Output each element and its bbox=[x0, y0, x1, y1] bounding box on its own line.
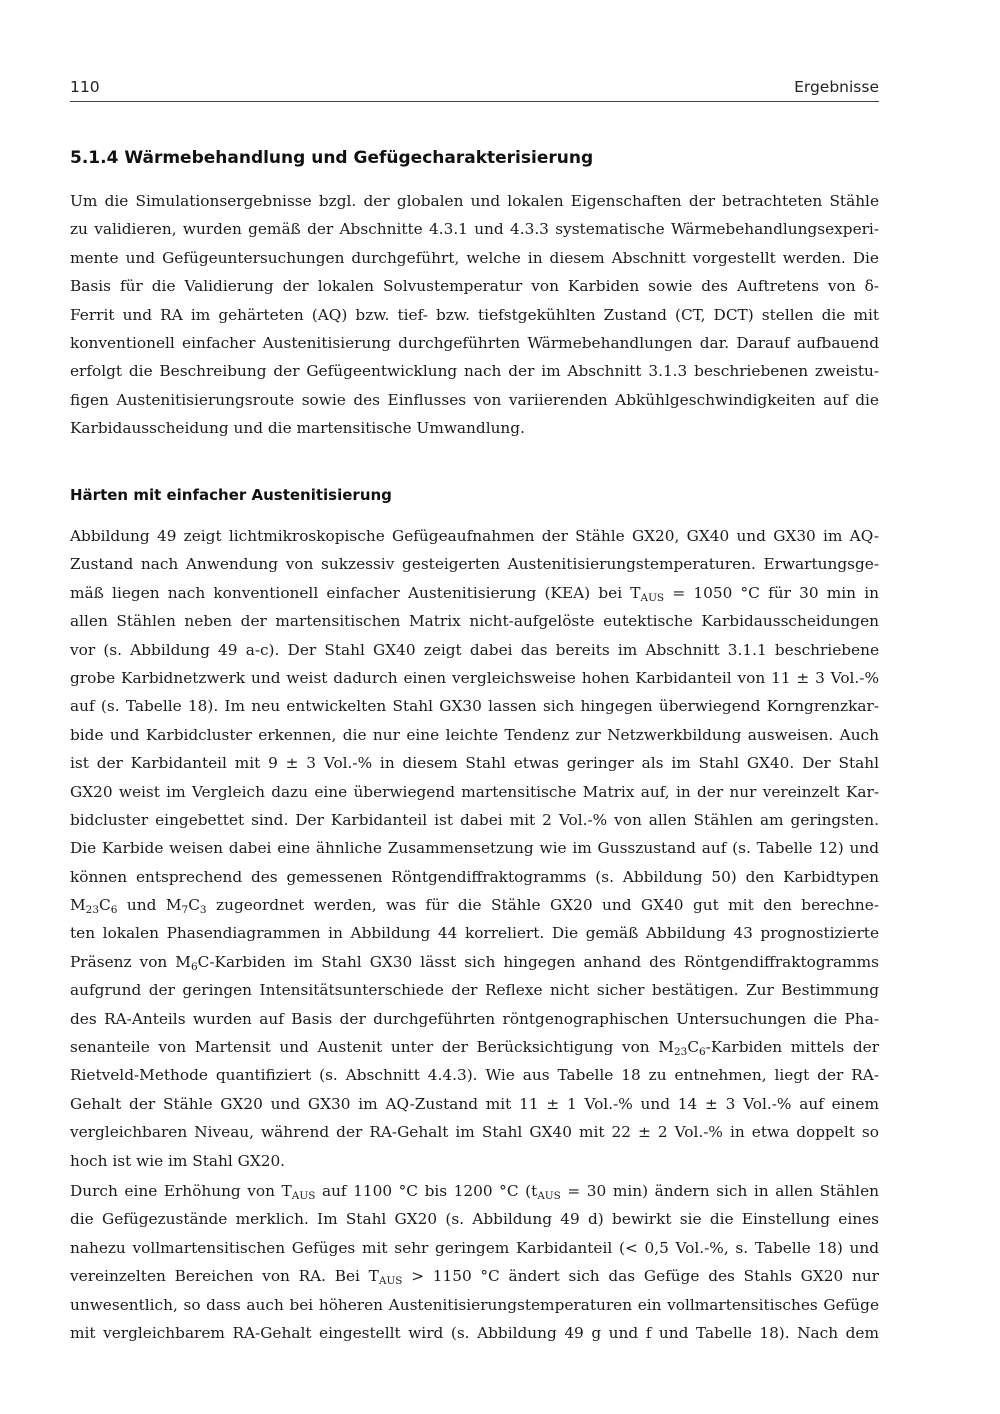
text-line: unwesentlich, so dass auch bei höheren Austenitisierungstemperaturen ein vollmartensitisches Gefüge bbox=[70, 1295, 879, 1314]
text-line: Rietveld-Methode quantifiziert (s. Abschnitt 4.4.3). Wie aus Tabelle 18 zu entnehmen, liegt der RA- bbox=[70, 1066, 879, 1085]
text-line: allen Stählen neben der martensitischen Matrix nicht-aufgelöste eutektische Karbidausscheidungen bbox=[70, 612, 879, 631]
text-line: zu validieren, wurden gemäß der Abschnitte 4.3.1 und 4.3.3 systematische Wärmebehandlungsexperi- bbox=[70, 220, 879, 239]
paragraph-intro bbox=[70, 187, 879, 443]
text-run: senanteile von Martensit und Austenit unter der Berücksichtigung von M bbox=[70, 1038, 674, 1057]
text-line: ten lokalen Phasendiagrammen in Abbildung 44 korreliert. Die gemäß Abbildung 43 prognostizierte bbox=[70, 924, 879, 943]
paragraph-hardening bbox=[70, 522, 879, 1175]
text-run: Präsenz von M bbox=[70, 952, 191, 971]
text-line bbox=[70, 891, 879, 919]
subscript: 3 bbox=[199, 904, 207, 917]
text-run: vereinzelten Bereichen von RA. Bei T bbox=[70, 1267, 379, 1286]
header-rule bbox=[70, 101, 879, 102]
text-run: = 30 min) ändern sich in allen Stählen bbox=[560, 1182, 879, 1200]
text-line: vergleichbaren Niveau, während der RA-Gehalt im Stahl GX40 mit 22 ± 2 Vol.-% in etwa doppelt so bbox=[70, 1123, 879, 1142]
subsection-heading: Härten mit einfacher Austenitisierung bbox=[70, 486, 392, 504]
subscript: 7 bbox=[181, 904, 189, 917]
text-line: konventionell einfacher Austenitisierung durchgeführten Wärmebehandlungen dar. Darauf aufbauend bbox=[70, 333, 879, 352]
text-run: > 1150 °C ändert sich das Gefüge des Stahls GX20 nur bbox=[402, 1267, 879, 1286]
text-run: C-Karbiden im Stahl GX30 lässt sich hingegen anhand des Röntgendiffraktogramms bbox=[197, 952, 879, 971]
text-line: bide und Karbidcluster erkennen, die nur eine leichte Tendenz zur Netzwerkbildung ausweisen. Auch bbox=[70, 725, 879, 744]
text-line: auf (s. Tabelle 18). Im neu entwickelten Stahl GX30 lassen sich hingegen überwiegend Korngrenzkar- bbox=[70, 697, 879, 716]
text-run: = 1050 °C für 30 min in bbox=[664, 583, 879, 602]
subscript: 6 bbox=[110, 904, 118, 917]
text-run: zugeordnet werden, was für die Stähle GX20 und GX40 gut mit den berechne- bbox=[206, 896, 879, 915]
subscript: AUS bbox=[291, 1190, 316, 1202]
text-line: aufgrund der geringen Intensitätsunterschiede der Reflexe nicht sicher bestätigen. Zur Bestimmung bbox=[70, 981, 879, 1000]
text-line: grobe Karbidnetzwerk und weist dadurch einen vergleichsweise hohen Karbidanteil von 11 ± 3 Vol.-% bbox=[70, 668, 879, 687]
text-line bbox=[70, 1033, 879, 1061]
text-line: die Gefügezustände merklich. Im Stahl GX20 (s. Abbildung 49 d) bewirkt sie die Einstellung eines bbox=[70, 1210, 879, 1229]
text-line: erfolgt die Beschreibung der Gefügeentwicklung nach der im Abschnitt 3.1.3 beschriebenen zweistu- bbox=[70, 362, 879, 381]
paragraph-temperature-increase bbox=[70, 1177, 879, 1347]
text-run: C bbox=[99, 896, 111, 915]
text-run: mäß liegen nach konventionell einfacher Austenitisierung (KEA) bei T bbox=[70, 583, 641, 602]
text-line: nahezu vollmartensitischen Gefüges mit sehr geringem Karbidanteil (< 0,5 Vol.-%, s. Tabelle 18) und bbox=[70, 1238, 879, 1257]
text-run: M bbox=[70, 896, 86, 915]
page-number: 110 bbox=[70, 78, 100, 96]
subscript: AUS bbox=[537, 1190, 561, 1202]
text-run: Durch eine Erhöhung von T bbox=[70, 1182, 292, 1200]
text-line: Zustand nach Anwendung von sukzessiv gesteigerten Austenitisierungstemperaturen. Erwartungsge- bbox=[70, 555, 879, 574]
text-line bbox=[70, 1262, 879, 1290]
subscript: AUS bbox=[640, 591, 665, 604]
text-line bbox=[70, 948, 879, 976]
page-header bbox=[70, 78, 879, 102]
text-run: -Karbiden mittels der bbox=[705, 1038, 880, 1057]
text-line: Karbidausscheidung und die martensitische Umwandlung. bbox=[70, 419, 525, 438]
running-title: Ergebnisse bbox=[794, 78, 879, 96]
text-line: GX20 weist im Vergleich dazu eine überwiegend martensitische Matrix auf, in der nur vereinzelt Kar- bbox=[70, 782, 879, 801]
section-heading: 5.1.4 Wärmebehandlung und Gefügecharakterisierung bbox=[70, 148, 594, 168]
text-line: Um die Simulationsergebnisse bzgl. der globalen und lokalen Eigenschaften der betrachteten Stähle bbox=[70, 192, 879, 210]
text-line: mit vergleichbarem RA-Gehalt eingestellt wird (s. Abbildung 49 g und f und Tabelle 18). Nach dem bbox=[70, 1323, 879, 1342]
text-line: vor (s. Abbildung 49 a-c). Der Stahl GX40 zeigt dabei das bereits im Abschnitt 3.1.1 beschriebene bbox=[70, 640, 879, 659]
text-run: C bbox=[687, 1038, 700, 1057]
subscript: 6 bbox=[699, 1046, 706, 1059]
text-run: C bbox=[188, 896, 200, 915]
text-line: Die Karbide weisen dabei eine ähnliche Zusammensetzung wie im Gusszustand auf (s. Tabelle 12) und bbox=[70, 839, 879, 858]
text-line: hoch ist wie im Stahl GX20. bbox=[70, 1151, 286, 1170]
subscript: AUS bbox=[378, 1275, 403, 1288]
text-line bbox=[70, 1177, 879, 1205]
text-line: Basis für die Validierung der lokalen Solvustemperatur von Karbiden sowie des Auftretens von δ- bbox=[70, 277, 879, 296]
text-run: auf 1100 °C bis 1200 °C (t bbox=[315, 1182, 538, 1200]
text-line: können entsprechend des gemessenen Röntgendiffraktogramms (s. Abbildung 50) den Karbidtypen bbox=[70, 867, 879, 886]
text-line: mente und Gefügeuntersuchungen durchgeführt, welche in diesem Abschnitt vorgestellt werden. Die bbox=[70, 248, 879, 267]
text-line: Ferrit und RA im gehärteten (AQ) bzw. tief- bzw. tiefstgekühlten Zustand (CT, DCT) stellen die mit bbox=[70, 305, 879, 324]
subscript: 6 bbox=[190, 960, 198, 973]
text-line: des RA-Anteils wurden auf Basis der durchgeführten röntgenographischen Untersuchungen die Pha- bbox=[70, 1009, 879, 1028]
subscript: 23 bbox=[673, 1046, 688, 1059]
text-line: figen Austenitisierungsroute sowie des Einflusses von variierenden Abkühlgeschwindigkeiten auf die bbox=[70, 390, 879, 409]
subscript: 23 bbox=[85, 904, 100, 917]
text-line: Gehalt der Stähle GX20 und GX30 im AQ-Zustand mit 11 ± 1 Vol.-% und 14 ± 3 Vol.-% auf einem bbox=[70, 1094, 879, 1113]
text-line: ist der Karbidanteil mit 9 ± 3 Vol.-% in diesem Stahl etwas geringer als im Stahl GX40. Der Stahl bbox=[70, 754, 879, 773]
text-line bbox=[70, 579, 879, 607]
text-line: bidcluster eingebettet sind. Der Karbidanteil ist dabei mit 2 Vol.-% von allen Stählen am geringsten. bbox=[70, 810, 879, 829]
text-line: Abbildung 49 zeigt lichtmikroskopische Gefügeaufnahmen der Stähle GX20, GX40 und GX30 im AQ- bbox=[70, 527, 879, 545]
text-run: und M bbox=[117, 896, 182, 915]
